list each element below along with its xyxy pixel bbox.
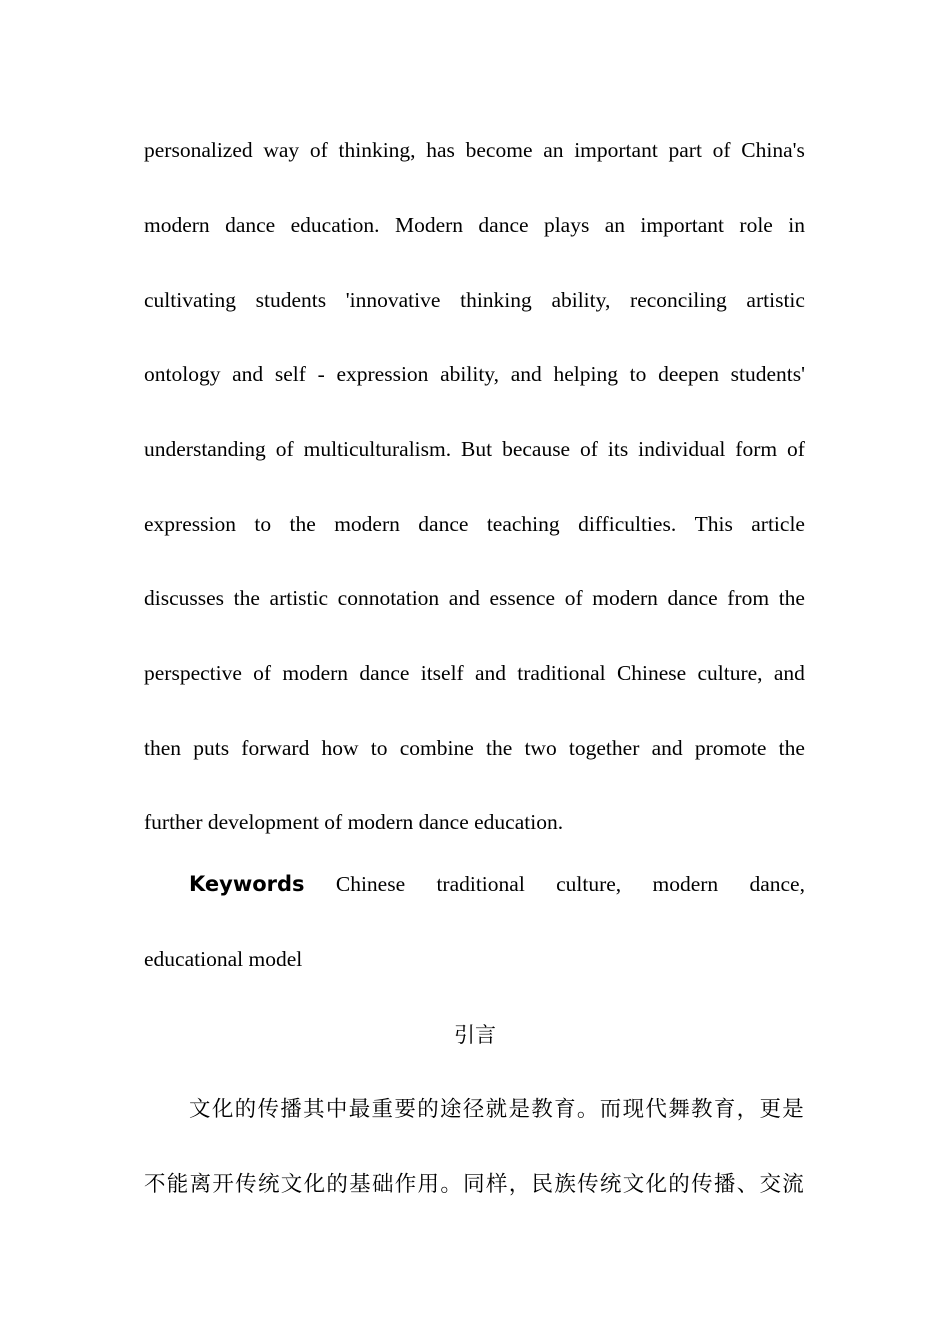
word: individual [638, 437, 726, 461]
abstract-line [144, 584, 805, 612]
word: combine [399, 736, 474, 760]
word: article [751, 512, 805, 536]
abstract-line [144, 510, 805, 538]
word: personalized [144, 138, 253, 162]
word: ontology [144, 362, 221, 386]
word: to [629, 362, 647, 386]
word: understanding [144, 437, 266, 461]
word: of [275, 437, 294, 461]
word: form [735, 437, 778, 461]
word: and [448, 586, 480, 610]
abstract-line [144, 360, 805, 388]
word: from [727, 586, 770, 610]
abstract-line [144, 136, 805, 164]
word: dance [667, 586, 718, 610]
word: to [254, 512, 272, 536]
word: of [309, 138, 328, 162]
keyword-word: dance, [749, 872, 805, 896]
word: - [317, 362, 325, 386]
keywords-continuation: educational model [144, 947, 303, 971]
word: itself [420, 661, 464, 685]
word: artistic [746, 288, 805, 312]
word: teaching [486, 512, 560, 536]
word: This [694, 512, 733, 536]
word: forward [241, 736, 310, 760]
word: expression [144, 512, 236, 536]
body-line: 不能离开传统文化的基础作用。同样，民族传统文化的传播、交流 [144, 1172, 805, 1197]
word: multiculturalism. [303, 437, 452, 461]
abstract-line [144, 286, 805, 314]
word: an [543, 138, 564, 162]
keywords-line [189, 870, 805, 898]
word: of [712, 138, 731, 162]
word: students [255, 288, 327, 312]
word: discusses [144, 586, 225, 610]
word: two [524, 736, 557, 760]
word: how [321, 736, 359, 760]
abstract-line [144, 435, 805, 463]
keyword-word: culture, [556, 872, 622, 896]
word: dance [478, 213, 529, 237]
abstract-last-line: further development of modern dance education. [144, 810, 564, 834]
word: deepen [658, 362, 719, 386]
keyword-word: modern [652, 872, 719, 896]
word: important [574, 138, 658, 162]
keyword-word: traditional [436, 872, 525, 896]
word: modern [592, 586, 658, 610]
word: promote [694, 736, 767, 760]
word: culture, [697, 661, 763, 685]
word: modern [144, 213, 210, 237]
word: artistic [269, 586, 329, 610]
word: Modern [394, 213, 464, 237]
word: reconciling [630, 288, 727, 312]
word: the [778, 586, 805, 610]
word: of [564, 586, 583, 610]
word: essence [489, 586, 556, 610]
word: its [607, 437, 629, 461]
word: become [465, 138, 533, 162]
word: self [274, 362, 306, 386]
word: together [568, 736, 640, 760]
word: ability, [551, 288, 611, 312]
word: and [773, 661, 805, 685]
word: in [788, 213, 805, 237]
word: traditional [517, 661, 606, 685]
word: the [289, 512, 316, 536]
word: and [510, 362, 542, 386]
word: has [426, 138, 455, 162]
word: perspective [144, 661, 242, 685]
word: important [640, 213, 725, 237]
word: of [580, 437, 598, 461]
word: expression [336, 362, 429, 386]
word: dance [225, 213, 276, 237]
word: modern [282, 661, 349, 685]
section-heading: 引言 [454, 1023, 496, 1047]
word: Chinese [616, 661, 687, 685]
word: puts [193, 736, 230, 760]
word: the [233, 586, 260, 610]
word: China's [741, 138, 805, 162]
keyword-word: Chinese [335, 872, 406, 896]
abstract-line [144, 734, 805, 762]
word: modern [334, 512, 400, 536]
word: dance [359, 661, 410, 685]
word: plays [543, 213, 590, 237]
abstract-line [144, 211, 805, 239]
word: to [370, 736, 388, 760]
word: ability, [440, 362, 500, 386]
word: dance [418, 512, 469, 536]
word: of [787, 437, 805, 461]
body-line: 文化的传播其中最重要的途径就是教育。而现代舞教育，更是 [189, 1097, 805, 1122]
word: education. [290, 213, 380, 237]
word: of [253, 661, 272, 685]
word: cultivating [144, 288, 236, 312]
word: part [668, 138, 702, 162]
word: difficulties. [578, 512, 677, 536]
word: connotation [337, 586, 440, 610]
word: But [461, 437, 493, 461]
word: way [263, 138, 300, 162]
word: and [474, 661, 507, 685]
word: and [651, 736, 683, 760]
word: the [778, 736, 805, 760]
word: thinking [460, 288, 532, 312]
abstract-line [144, 659, 805, 687]
word: the [485, 736, 513, 760]
word: an [604, 213, 626, 237]
word: then [144, 736, 182, 760]
word: 'innovative [345, 288, 441, 312]
keywords-label: Keywords [189, 872, 305, 896]
word: because [502, 437, 571, 461]
word: helping [553, 362, 618, 386]
word: students' [730, 362, 805, 386]
word: thinking, [338, 138, 416, 162]
word: role [739, 213, 773, 237]
word: and [232, 362, 264, 386]
